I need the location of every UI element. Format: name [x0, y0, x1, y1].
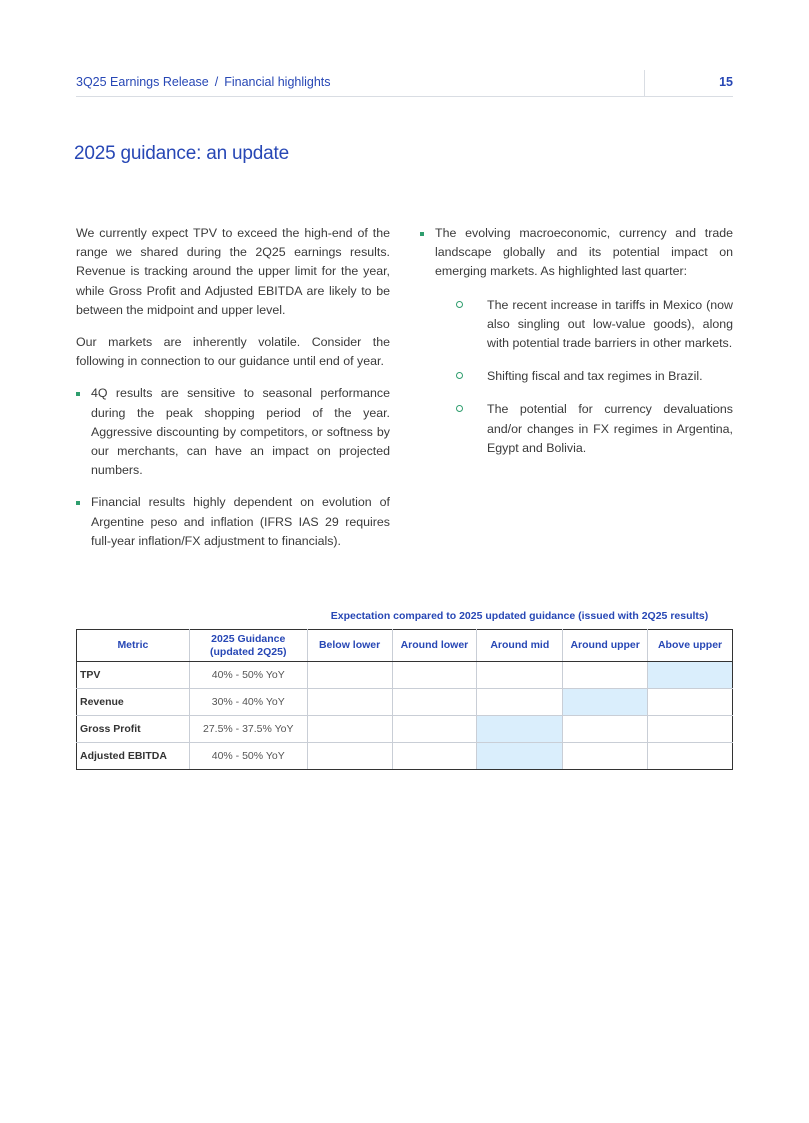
breadcrumb — [76, 75, 331, 89]
expectation-cell — [392, 743, 477, 770]
left-column — [76, 224, 390, 564]
breadcrumb-release: 3Q25 Earnings Release — [76, 75, 209, 89]
expectation-cell-highlighted — [477, 743, 563, 770]
expectation-cell — [648, 716, 733, 743]
metric-cell: TPV — [77, 662, 190, 689]
table-row — [77, 662, 733, 689]
header-guidance-line2: (updated 2Q25) — [210, 645, 287, 658]
expectation-cell — [563, 662, 648, 689]
guidance-cell: 27.5% - 37.5% YoY — [189, 716, 307, 743]
metric-cell: Adjusted EBITDA — [77, 743, 190, 770]
circle-bullet-icon — [456, 405, 463, 412]
expectation-cell-highlighted — [648, 662, 733, 689]
metric-cell: Gross Profit — [77, 716, 190, 743]
sub-bullet-list — [435, 296, 733, 458]
list-item — [435, 296, 733, 354]
metric-cell: Revenue — [77, 689, 190, 716]
page-number: 15 — [719, 75, 733, 89]
sub-bullet-text: The potential for currency devaluations and/or changes in FX regimes in Argentina, Egypt and Bolivia. — [487, 402, 733, 455]
expectation-cell — [307, 689, 392, 716]
macro-bullet-list — [420, 224, 733, 458]
table-row — [77, 689, 733, 716]
guidance-cell: 40% - 50% YoY — [189, 743, 307, 770]
table-row — [77, 743, 733, 770]
header-below-lower: Below lower — [307, 630, 392, 662]
sub-bullet-text: Shifting fiscal and tax regimes in Brazil. — [487, 369, 703, 384]
list-item — [76, 384, 390, 480]
header-around-upper: Around upper — [563, 630, 648, 662]
expectation-cell — [563, 743, 648, 770]
sub-bullet-text: The recent increase in tariffs in Mexico (now also singling out low-value goods), along with potential trade barriers in other markets. — [487, 297, 733, 351]
circle-bullet-icon — [456, 301, 463, 308]
guidance-cell: 30% - 40% YoY — [189, 689, 307, 716]
bullet-text: 4Q results are sensitive to seasonal performance during the peak shopping period of the year. Aggressive discounting by competitors, or softness by our merchants, can have an impact on projected numbers. — [91, 386, 390, 478]
list-item — [420, 224, 733, 458]
expectation-cell — [392, 716, 477, 743]
expectation-cell — [392, 662, 477, 689]
expectation-cell — [307, 662, 392, 689]
header-guidance — [189, 630, 307, 662]
square-bullet-icon — [76, 392, 80, 396]
expectation-cell — [477, 662, 563, 689]
table-header-row — [77, 630, 733, 662]
list-item — [76, 493, 390, 551]
header-above-upper: Above upper — [648, 630, 733, 662]
list-item — [435, 367, 733, 386]
header-divider — [644, 70, 645, 96]
square-bullet-icon — [76, 501, 80, 505]
page-title: 2025 guidance: an update — [74, 143, 289, 164]
expectation-cell — [648, 743, 733, 770]
square-bullet-icon — [420, 232, 424, 236]
bullet-text: The evolving macroeconomic, currency and trade landscape globally and its potential impact on emerging markets. As highlighted last quarter: — [435, 226, 733, 279]
expectation-cell-highlighted — [477, 716, 563, 743]
guidance-table — [76, 629, 733, 770]
expectation-cell — [563, 716, 648, 743]
expectation-cell — [477, 689, 563, 716]
header-metric: Metric — [77, 630, 190, 662]
expectation-cell — [307, 716, 392, 743]
expectation-cell — [307, 743, 392, 770]
header-around-lower: Around lower — [392, 630, 477, 662]
expectation-cell — [648, 689, 733, 716]
table-caption: Expectation compared to 2025 updated guidance (issued with 2Q25 results) — [330, 610, 709, 622]
volatility-paragraph: Our markets are inherently volatile. Consider the following in connection to our guidance until end of year. — [76, 335, 390, 369]
table-row — [77, 716, 733, 743]
circle-bullet-icon — [456, 372, 463, 379]
guidance-cell: 40% - 50% YoY — [189, 662, 307, 689]
intro-paragraph: We currently expect TPV to exceed the high-end of the range we shared during the 2Q25 earnings results. Revenue is tracking around the upper limit for the year, while Gross Profit and Adjusted EBITDA are likely to be between the midpoint and upper level. — [76, 226, 390, 317]
list-item — [435, 400, 733, 458]
header-guidance-line1: 2025 Guidance — [211, 632, 286, 645]
expectation-cell — [392, 689, 477, 716]
right-column — [420, 224, 733, 472]
header-around-mid: Around mid — [477, 630, 563, 662]
expectation-cell-highlighted — [563, 689, 648, 716]
bullet-text: Financial results highly dependent on evolution of Argentine peso and inflation (IFRS IAS 29 requires full-year inflation/FX adjustment to financials). — [91, 495, 390, 548]
risk-bullet-list — [76, 384, 390, 551]
breadcrumb-separator: / — [214, 75, 219, 89]
breadcrumb-section: Financial highlights — [224, 75, 331, 89]
page-header — [76, 70, 733, 97]
